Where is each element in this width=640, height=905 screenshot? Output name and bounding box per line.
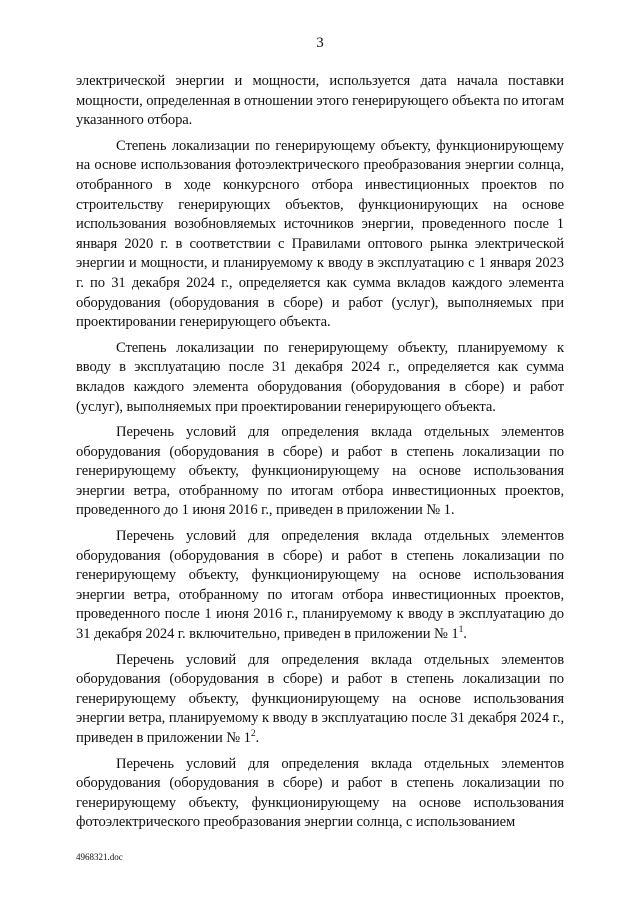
paragraph-text: Степень локализации по генерирующему объекту, планируемому к вводу в эксплуатацию после 31 декабря 2024 г., определяется как сумма вкладов каждого элемента оборудования (оборудования в сборе) и работ (услуг), выполняемых при проектировании генерирующего объекта. — [76, 339, 564, 415]
document-body — [76, 72, 564, 839]
paragraph-text: Перечень условий для определения вклада отдельных элементов оборудования (оборудования в сборе) и работ в степень локализации по генерирующему объекту, функционирующему на основе использования энергии ветра, отобранному по итогам отбора инвестиционных проектов, проведенного до 1 июня 2016 г., приведен в приложении № 1. — [76, 424, 564, 519]
paragraph-tail: . — [255, 730, 260, 746]
paragraph-text: Перечень условий для определения вклада отдельных элементов оборудования (оборудования в сборе) и работ в степень локализации по генерирующему объекту, функционирующему на основе использования энергии ветра, отобранному по итогам отбора инвестиционных проектов, проведенного после 1 июня 2016 г., планируемому к вводу в эксплуатацию до 31 декабря 2024 г. включительно, приведен в приложении № 1 — [76, 528, 564, 643]
footer-doc-id: 4968321.doc — [76, 852, 123, 862]
superscript: 2 — [250, 729, 256, 740]
paragraph-appendix-1 — [76, 423, 564, 521]
paragraph-tail: . — [463, 626, 467, 643]
paragraph-appendix-1-1 — [76, 527, 564, 645]
page-number: 3 — [316, 35, 324, 51]
paragraph-appendix-1-2 — [76, 651, 564, 749]
superscript: 1 — [458, 625, 464, 636]
paragraph-text: электрической энергии и мощности, используется дата начала поставки мощности, определенная в отношении этого генерирующего объекта по итогам указанного отбора. — [76, 73, 565, 129]
paragraph-localization-solar — [76, 137, 564, 333]
paragraph-text: Степень локализации по генерирующему объекту, функционирующему на основе использования фотоэлектрического преобразования энергии солнца, отобранного в ходе конкурсного отбора инвестиционных проектов по строительству генерирующих объектов, функционирующих на основе использования возобновляемых источников энергии, проведенного после 1 января 2020 г. в соответствии с Правилами оптового рынка электрической энергии и мощности, и планируемому к вводу в эксплуатацию с 1 января 2023 г. по 31 декабря 2024 г., определяется как сумма вкладов каждого элемента оборудования (оборудования в сборе) и работ (услуг), выполняемых при проектировании генерирующего объекта. — [76, 137, 564, 331]
paragraph-continuation — [76, 72, 564, 131]
paragraph-text: Перечень условий для определения вклада отдельных элементов оборудования (оборудования в сборе) и работ в степень локализации по генерирующему объекту, функционирующему на основе использования энергии ветра, планируемому к вводу в эксплуатацию после 31 декабря 2024 г., приведен в приложении № 1 — [76, 651, 564, 746]
paragraph-localization-after-2024 — [76, 339, 564, 417]
paragraph-text: Перечень условий для определения вклада отдельных элементов оборудования (оборудования в сборе) и работ в степень локализации по генерирующему объекту, функционирующему на основе использования фотоэлектрического преобразования энергии солнца, с использованием — [76, 755, 564, 831]
paragraph-solar-conditions — [76, 755, 564, 833]
